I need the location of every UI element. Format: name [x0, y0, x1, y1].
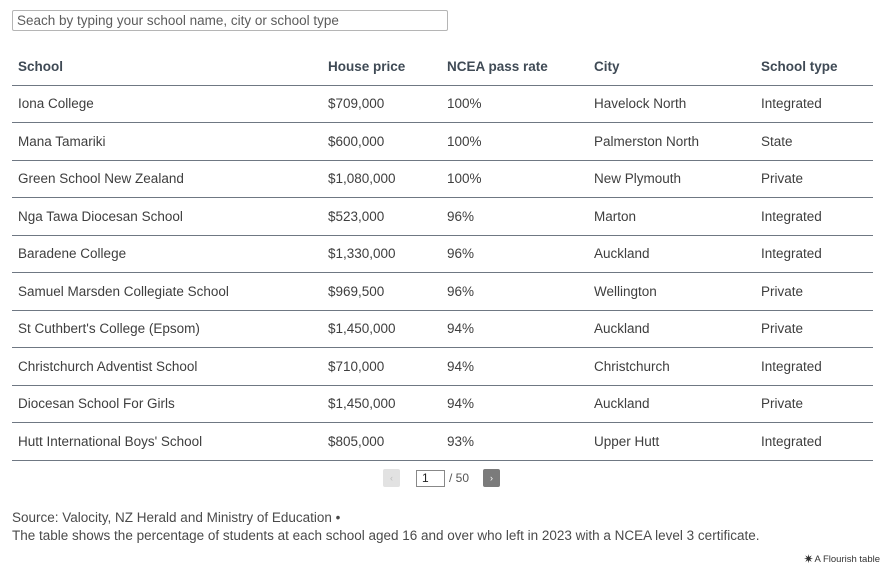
school-name-cell: Iona College — [12, 85, 322, 123]
house-price-cell: $709,000 — [322, 85, 441, 123]
school-name-cell: Samuel Marsden Collegiate School — [12, 273, 322, 311]
house-price-cell: $523,000 — [322, 198, 441, 236]
description-note: The table shows the percentage of students at each school aged 16 and over who left in 2023 with a NCEA level 3 certificate. — [12, 528, 760, 543]
column-header-school[interactable]: School — [12, 48, 322, 85]
flourish-credit-label: A Flourish table — [814, 554, 880, 565]
school-name-cell: Nga Tawa Diocesan School — [12, 198, 322, 236]
table-row — [12, 423, 873, 461]
pass-rate-cell: 96% — [441, 273, 588, 311]
city-cell: Auckland — [588, 385, 755, 423]
page-number-input[interactable] — [416, 470, 445, 487]
school-name-cell: Christchurch Adventist School — [12, 348, 322, 386]
pass-rate-cell: 100% — [441, 123, 588, 161]
school-type-cell: State — [755, 123, 873, 161]
school-type-cell: Private — [755, 310, 873, 348]
school-name-cell: Green School New Zealand — [12, 160, 322, 198]
house-price-cell: $1,080,000 — [322, 160, 441, 198]
chevron-left-icon: ‹ — [390, 473, 393, 483]
city-cell: Havelock North — [588, 85, 755, 123]
house-price-cell: $710,000 — [322, 348, 441, 386]
school-type-cell: Private — [755, 160, 873, 198]
pass-rate-cell: 94% — [441, 348, 588, 386]
pass-rate-cell: 100% — [441, 85, 588, 123]
city-cell: Wellington — [588, 273, 755, 311]
house-price-cell: $1,330,000 — [322, 235, 441, 273]
table-row — [12, 273, 873, 311]
city-cell: Auckland — [588, 235, 755, 273]
flourish-credit-link[interactable] — [803, 554, 880, 565]
city-cell: Upper Hutt — [588, 423, 755, 461]
city-cell: Marton — [588, 198, 755, 236]
pass-rate-cell: 94% — [441, 385, 588, 423]
schools-table — [12, 48, 873, 461]
school-name-cell: Mana Tamariki — [12, 123, 322, 161]
city-cell: New Plymouth — [588, 160, 755, 198]
pass-rate-cell: 96% — [441, 198, 588, 236]
table-row — [12, 85, 873, 123]
school-name-cell: St Cuthbert's College (Epsom) — [12, 310, 322, 348]
table-row — [12, 160, 873, 198]
table-row — [12, 310, 873, 348]
school-type-cell: Integrated — [755, 235, 873, 273]
school-type-cell: Private — [755, 273, 873, 311]
chevron-right-icon: › — [490, 473, 494, 483]
house-price-cell: $805,000 — [322, 423, 441, 461]
next-page-button[interactable] — [483, 469, 500, 487]
table-row — [12, 235, 873, 273]
pagination — [383, 469, 500, 487]
house-price-cell: $1,450,000 — [322, 385, 441, 423]
school-name-cell: Diocesan School For Girls — [12, 385, 322, 423]
city-cell: Christchurch — [588, 348, 755, 386]
house-price-cell: $600,000 — [322, 123, 441, 161]
school-type-cell: Integrated — [755, 423, 873, 461]
page-total-label: / 50 — [449, 471, 470, 485]
table-row — [12, 123, 873, 161]
house-price-cell: $1,450,000 — [322, 310, 441, 348]
flourish-logo-icon: ✷ — [803, 552, 814, 566]
column-header-city[interactable]: City — [588, 48, 755, 85]
school-type-cell: Integrated — [755, 85, 873, 123]
source-note: Source: Valocity, NZ Herald and Ministry of Education • — [12, 510, 341, 525]
city-cell: Auckland — [588, 310, 755, 348]
table-row — [12, 198, 873, 236]
city-cell: Palmerston North — [588, 123, 755, 161]
school-type-cell: Private — [755, 385, 873, 423]
table-header-row — [12, 48, 873, 85]
pass-rate-cell: 96% — [441, 235, 588, 273]
school-type-cell: Integrated — [755, 198, 873, 236]
column-header-ncea-pass-rate[interactable]: NCEA pass rate — [441, 48, 588, 85]
pass-rate-cell: 93% — [441, 423, 588, 461]
pass-rate-cell: 94% — [441, 310, 588, 348]
school-type-cell: Integrated — [755, 348, 873, 386]
pass-rate-cell: 100% — [441, 160, 588, 198]
column-header-school-type[interactable]: School type — [755, 48, 873, 85]
column-header-house-price[interactable]: House price — [322, 48, 441, 85]
school-name-cell: Hutt International Boys' School — [12, 423, 322, 461]
table-row — [12, 348, 873, 386]
school-name-cell: Baradene College — [12, 235, 322, 273]
search-input[interactable] — [12, 10, 448, 31]
table-footer — [12, 509, 759, 545]
previous-page-button[interactable] — [383, 469, 400, 487]
house-price-cell: $969,500 — [322, 273, 441, 311]
table-row — [12, 385, 873, 423]
